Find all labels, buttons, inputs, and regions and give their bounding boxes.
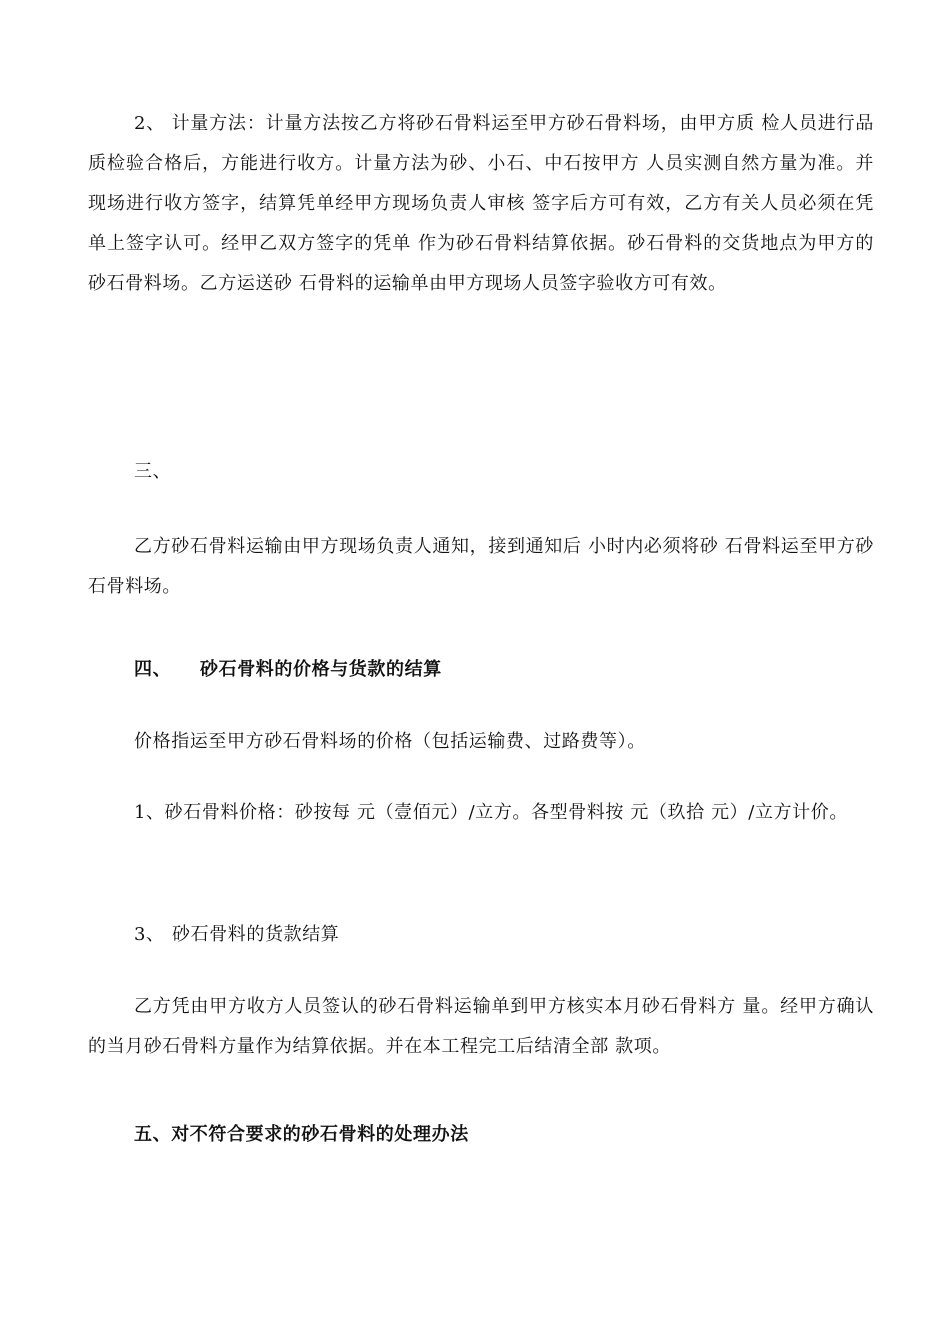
price-intro-paragraph: 价格指运至甲方砂石骨料场的价格（包括运输费、过路费等）。	[134, 731, 646, 752]
measurement-method-paragraph: 2、 计量方法：计量方法按乙方将砂石骨料运至甲方砂石骨料场，由甲方质 检人员进行品质检验合格后，方能进行收方。计量方法为砂、小石、中石按甲方 人员实测自然方量为准。并现场进行收方签字，结算凭单经甲方现场负责人审核 签字后方可有效，乙方有关人员必须在凭单上签字认可。经甲乙双方签字的凭单 作为砂石骨料结算依据。砂石骨料的交货地点为甲方的砂石骨料场。乙方运送砂 石骨料的运输单由甲方现场人员签字验收方可有效。	[88, 113, 874, 294]
subsection-3-title: 砂石骨料的货款结算	[172, 924, 340, 945]
section-4-title: 砂石骨料的价格与货款的结算	[200, 659, 442, 680]
subsection-3-heading	[134, 915, 339, 955]
section-4-number: 四、	[134, 659, 172, 680]
section-5-heading: 五、对不符合要求的砂石骨料的处理办法	[134, 1124, 469, 1145]
price-paragraph: 1、砂石骨料价格：砂按每 元（壹佰元）/立方。各型骨料按 元（玖拾 元）/立方计价。	[134, 802, 848, 823]
subsection-3-number: 3、	[134, 924, 165, 945]
transport-paragraph: 乙方砂石骨料运输由甲方现场负责人通知，接到通知后 小时内必须将砂 石骨料运至甲方砂石骨料场。	[88, 536, 874, 597]
section-3-heading: 三、	[134, 461, 172, 482]
section-4-heading	[134, 650, 442, 690]
settlement-paragraph: 乙方凭由甲方收方人员签认的砂石骨料运输单到甲方核实本月砂石骨料方 量。经甲方确认的当月砂石骨料方量作为结算依据。并在本工程完工后结清全部 款项。	[88, 996, 874, 1057]
